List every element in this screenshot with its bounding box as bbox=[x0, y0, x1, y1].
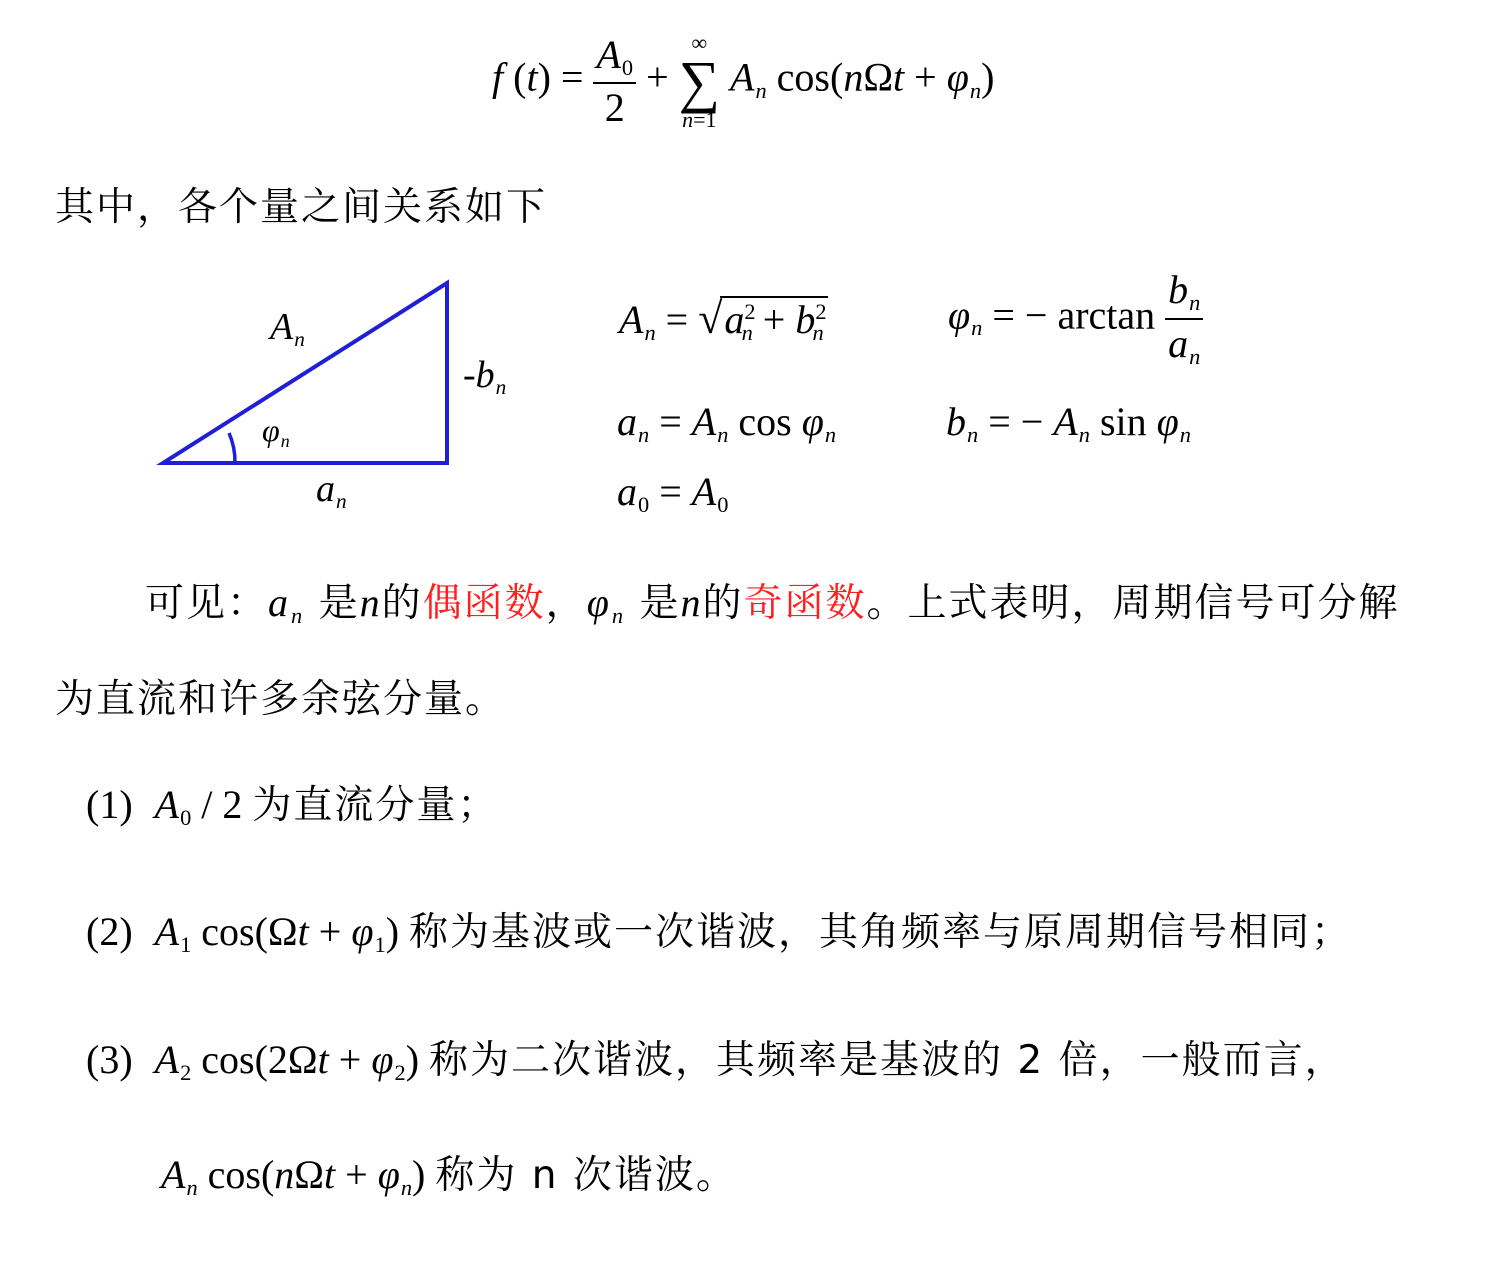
item-1-text: 为直流分量； bbox=[252, 783, 499, 828]
paragraph-line-1: 可见：$a_n$ 是n的偶函数，$\varphi_n$ 是n的奇函数。上式表明，周期信号可分解 bbox=[145, 580, 1400, 629]
item-3-text: 称为二次谐波，其频率是基波的 2 倍，一般而言， bbox=[429, 1038, 1346, 1083]
list-item-3-continuation: $A_n$ $\cos(n\Omega t + \varphi_n)$ 称为 n 次谐波。 bbox=[161, 1152, 737, 1201]
fraction-a0-over-2: $\frac{A0}{2}$ bbox=[593, 35, 636, 129]
item-1-marker: (1) bbox=[86, 782, 133, 827]
formula-an-cos: $a_n = A_n$ $\cos \varphi_n$ bbox=[617, 399, 837, 448]
right-triangle-diagram bbox=[150, 270, 470, 480]
fraction-bn-over-an: $\frac{b_n}{a_n}$ bbox=[1165, 270, 1203, 368]
item-3-marker: (3) bbox=[86, 1037, 133, 1082]
list-item-1: (1) A0 / 2 为直流分量； bbox=[86, 782, 499, 831]
list-item-2: (2) A1 cos(Ωt + φ1) 称为基波或一次谐波，其角频率与原周期信号相同； bbox=[86, 909, 1353, 958]
paragraph-sentence-tail: 。上式表明，周期信号可分解 bbox=[866, 581, 1400, 626]
label-base-an: $a_n$ bbox=[316, 468, 347, 513]
item-2-marker: (2) bbox=[86, 909, 133, 954]
paragraph-line-2: 为直流和许多余弦分量。 bbox=[55, 677, 507, 722]
formula-an-magnitude: $A_n = √a^2_n + b^2_n$ bbox=[619, 294, 827, 346]
list-item-3: (3) A2 cos(2Ωt + φ2) 称为二次谐波，其频率是基波的 2 倍，一般而言， bbox=[86, 1037, 1346, 1086]
label-angle-phi-n: $\varphi_n$ bbox=[262, 412, 290, 451]
formula-bn-sin: $b_n$ = − $A_n$ $\sin \varphi_n$ bbox=[946, 399, 1191, 448]
even-function-term: 偶函数 bbox=[422, 581, 546, 626]
paragraph-is-2: 是 bbox=[639, 581, 681, 626]
fourier-series-formula: f (t) = $\frac{A0}{2}$ + ∞ ∑ n=1 $A_n$ $\cos(n\Omega t + \varphi_n)$ bbox=[492, 30, 995, 133]
label-hypotenuse-an: $A_n$ bbox=[270, 306, 305, 351]
label-side-minus-bn: $-b_n$ bbox=[463, 354, 507, 399]
formula-a0: a0 = A0 bbox=[617, 469, 729, 518]
paragraph-prefix: 可见： bbox=[145, 581, 269, 626]
intro-line: 其中，各个量之间关系如下 bbox=[55, 185, 548, 230]
formula-phi-n: $\varphi_n$ = − arctan $\frac{b_n}{a_n}$ bbox=[948, 270, 1203, 368]
summation-symbol: ∞ ∑ n=1 bbox=[678, 30, 721, 133]
paragraph-of-1: 的 bbox=[381, 581, 423, 626]
triangle-outline bbox=[163, 283, 447, 463]
item-2-text: 称为基波或一次谐波，其角频率与原周期信号相同； bbox=[409, 910, 1353, 955]
item-3-continuation-text: 称为 n 次谐波。 bbox=[435, 1153, 737, 1198]
paragraph-comma: ， bbox=[545, 581, 587, 626]
odd-function-term: 奇函数 bbox=[743, 581, 867, 626]
angle-arc bbox=[229, 433, 235, 463]
paragraph-of-2: 的 bbox=[702, 581, 744, 626]
paragraph-is-1: 是 bbox=[318, 581, 360, 626]
